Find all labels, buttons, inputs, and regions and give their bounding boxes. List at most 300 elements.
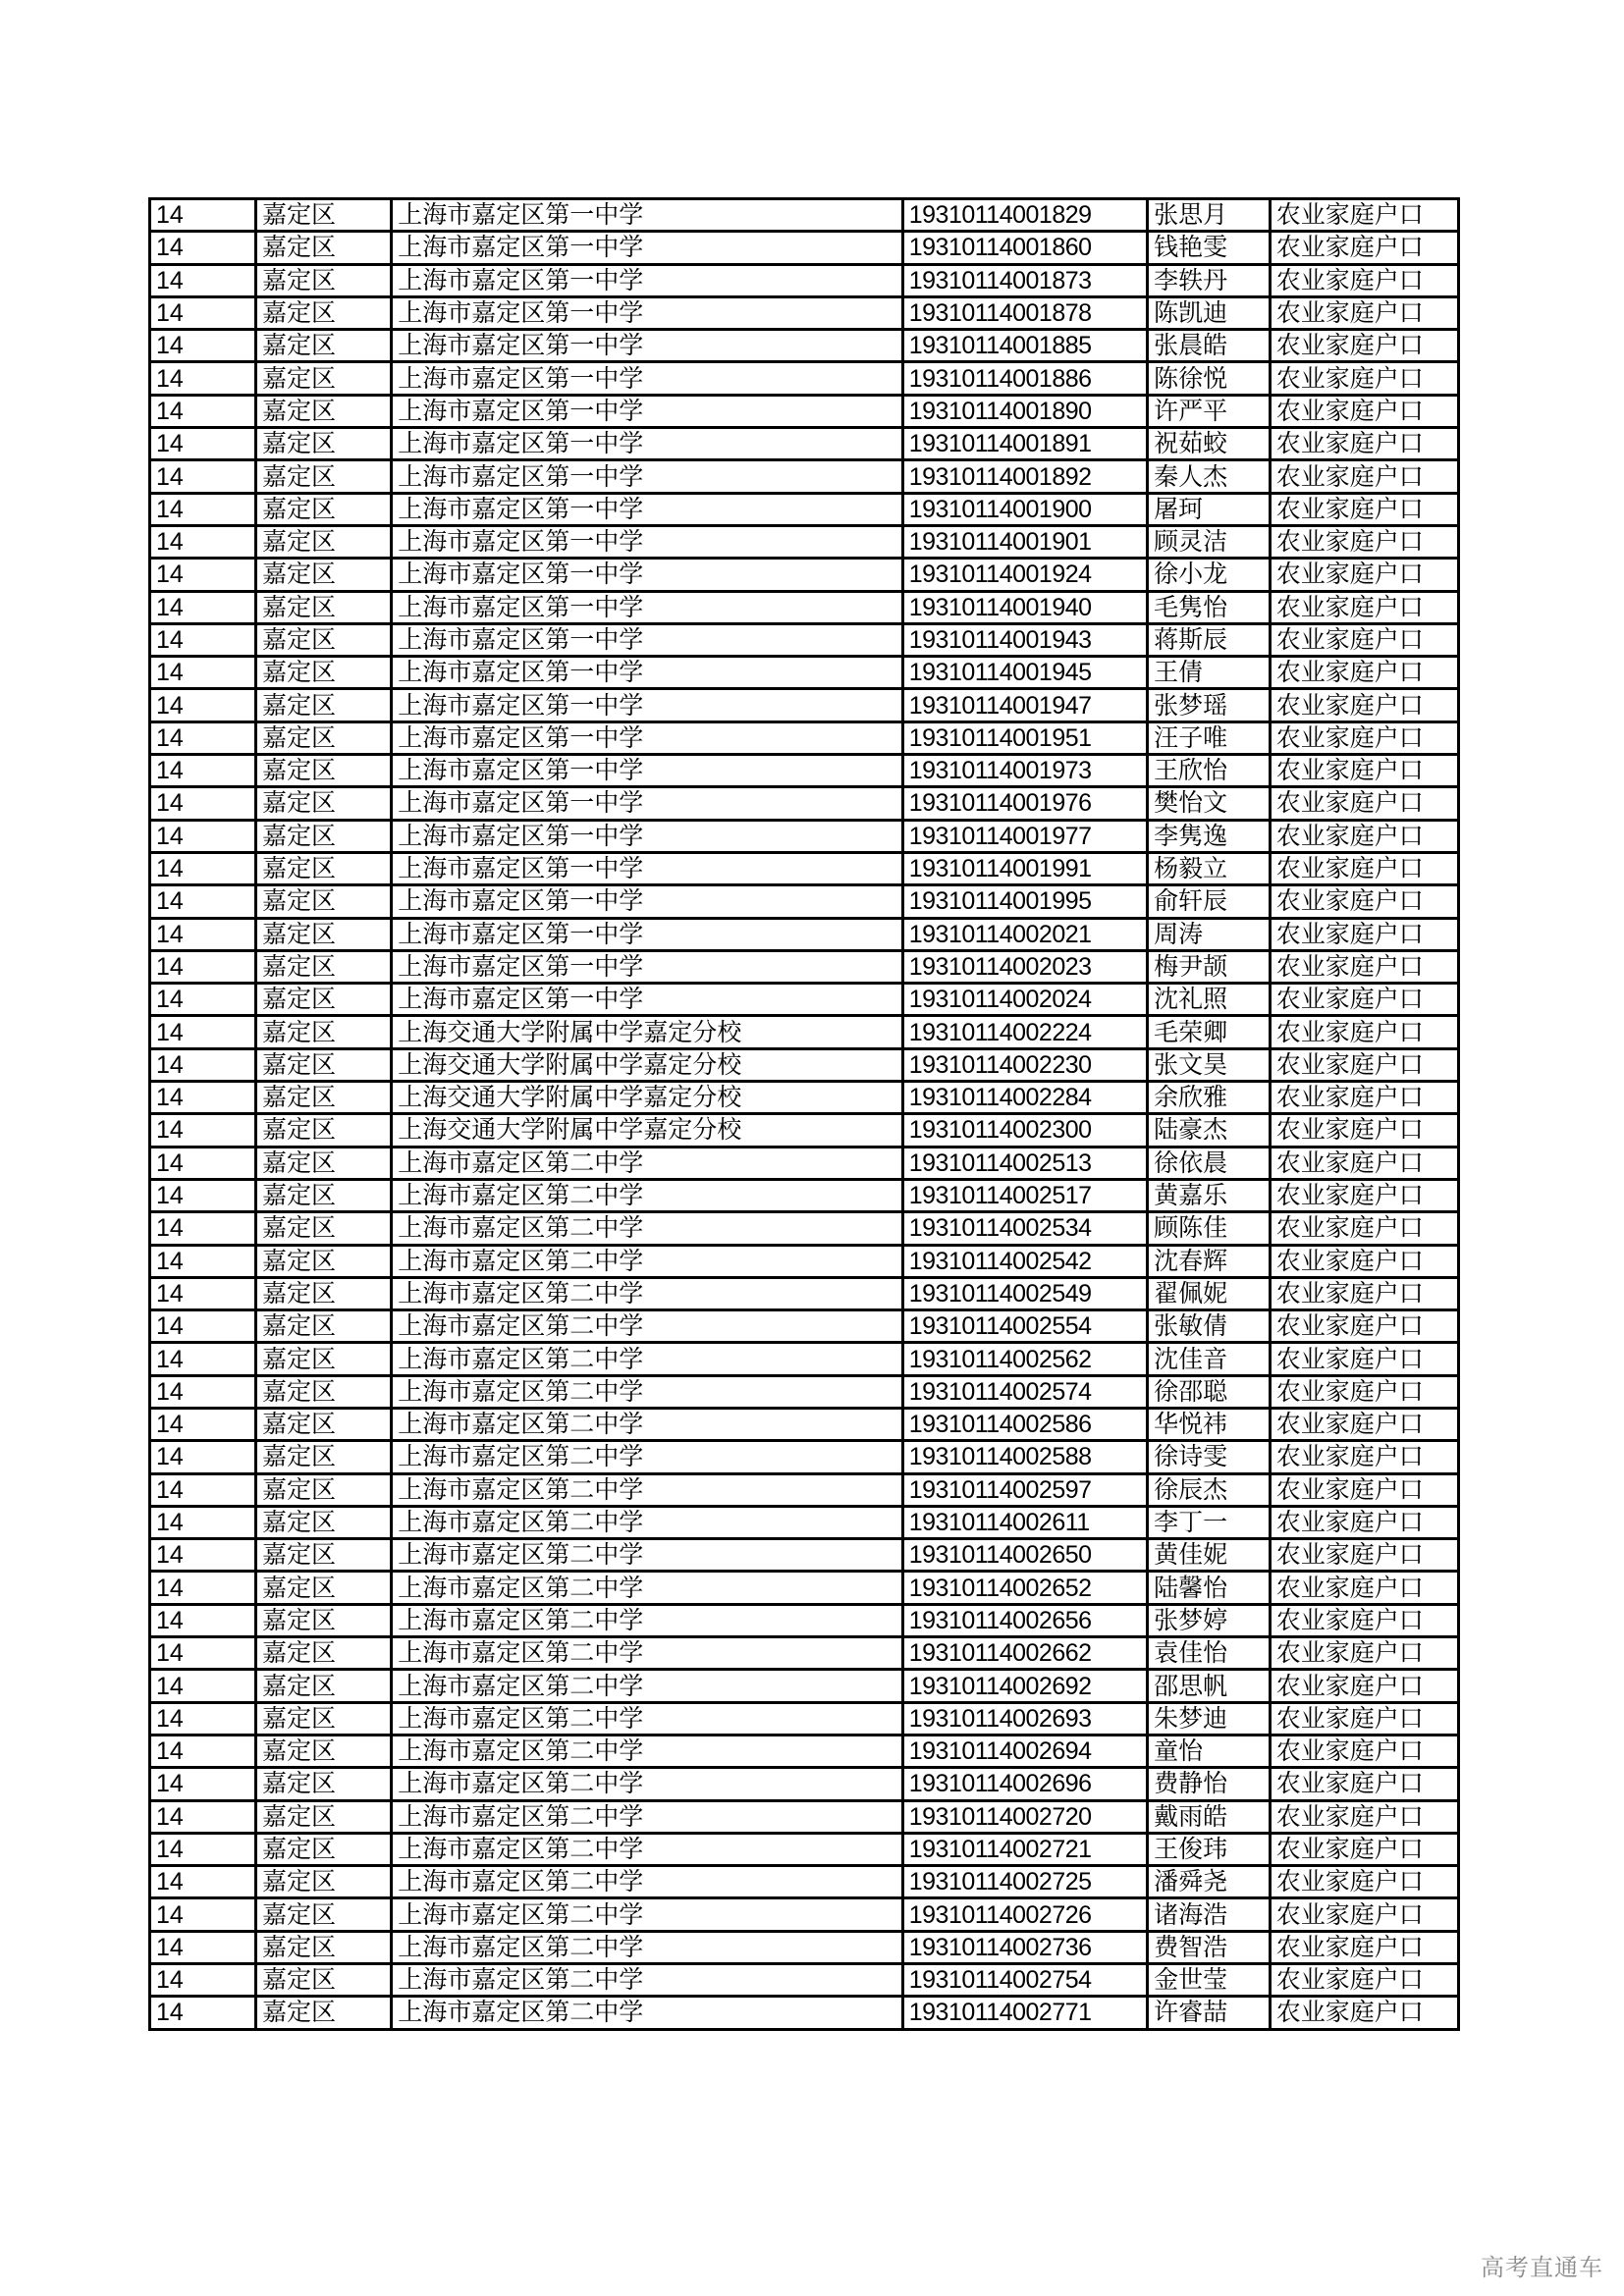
cell-student-name: 张晨皓 bbox=[1148, 330, 1271, 362]
cell-exam-id: 19310114002656 bbox=[902, 1604, 1147, 1636]
cell-exam-id: 19310114002549 bbox=[902, 1277, 1147, 1309]
cell-district: 嘉定区 bbox=[256, 1735, 392, 1767]
cell-exam-id: 19310114002534 bbox=[902, 1212, 1147, 1245]
table-row bbox=[150, 1114, 1459, 1147]
cell-sequence: 14 bbox=[150, 1702, 256, 1735]
table-row bbox=[150, 1866, 1459, 1898]
cell-sequence: 14 bbox=[150, 1768, 256, 1800]
cell-district: 嘉定区 bbox=[256, 1506, 392, 1538]
cell-household-type: 农业家庭户口 bbox=[1270, 1800, 1458, 1833]
cell-household-type: 农业家庭户口 bbox=[1270, 1016, 1458, 1048]
cell-household-type: 农业家庭户口 bbox=[1270, 1572, 1458, 1604]
cell-sequence: 14 bbox=[150, 1212, 256, 1245]
cell-household-type: 农业家庭户口 bbox=[1270, 199, 1458, 232]
cell-household-type: 农业家庭户口 bbox=[1270, 1048, 1458, 1081]
cell-exam-id: 19310114001943 bbox=[902, 623, 1147, 656]
cell-district: 嘉定区 bbox=[256, 559, 392, 591]
cell-household-type: 农业家庭户口 bbox=[1270, 395, 1458, 427]
table-row bbox=[150, 362, 1459, 395]
cell-exam-id: 19310114002736 bbox=[902, 1931, 1147, 1963]
cell-school: 上海市嘉定区第二中学 bbox=[392, 1147, 903, 1179]
cell-district: 嘉定区 bbox=[256, 1408, 392, 1440]
table-row bbox=[150, 264, 1459, 296]
cell-sequence: 14 bbox=[150, 1343, 256, 1375]
cell-district: 嘉定区 bbox=[256, 1277, 392, 1309]
cell-household-type: 农业家庭户口 bbox=[1270, 1768, 1458, 1800]
cell-household-type: 农业家庭户口 bbox=[1270, 330, 1458, 362]
cell-district: 嘉定区 bbox=[256, 1310, 392, 1343]
table-row bbox=[150, 918, 1459, 950]
table-row bbox=[150, 852, 1459, 884]
cell-school: 上海市嘉定区第二中学 bbox=[392, 1670, 903, 1702]
cell-exam-id: 19310114001947 bbox=[902, 689, 1147, 721]
cell-school: 上海市嘉定区第一中学 bbox=[392, 330, 903, 362]
cell-exam-id: 19310114002611 bbox=[902, 1506, 1147, 1538]
cell-student-name: 沈春辉 bbox=[1148, 1245, 1271, 1277]
cell-district: 嘉定区 bbox=[256, 1800, 392, 1833]
cell-school: 上海市嘉定区第一中学 bbox=[392, 559, 903, 591]
cell-sequence: 14 bbox=[150, 1931, 256, 1963]
cell-district: 嘉定区 bbox=[256, 1212, 392, 1245]
table-row bbox=[150, 1082, 1459, 1114]
cell-district: 嘉定区 bbox=[256, 689, 392, 721]
cell-district: 嘉定区 bbox=[256, 1114, 392, 1147]
table-row bbox=[150, 1310, 1459, 1343]
cell-exam-id: 19310114002694 bbox=[902, 1735, 1147, 1767]
table-row bbox=[150, 493, 1459, 525]
cell-household-type: 农业家庭户口 bbox=[1270, 1408, 1458, 1440]
table-row bbox=[150, 1964, 1459, 1997]
table-row bbox=[150, 1833, 1459, 1865]
cell-district: 嘉定区 bbox=[256, 199, 392, 232]
cell-student-name: 毛隽怡 bbox=[1148, 591, 1271, 623]
cell-district: 嘉定区 bbox=[256, 1245, 392, 1277]
cell-district: 嘉定区 bbox=[256, 1016, 392, 1048]
cell-exam-id: 19310114002693 bbox=[902, 1702, 1147, 1735]
cell-student-name: 徐小龙 bbox=[1148, 559, 1271, 591]
cell-school: 上海市嘉定区第二中学 bbox=[392, 1702, 903, 1735]
cell-sequence: 14 bbox=[150, 885, 256, 918]
cell-sequence: 14 bbox=[150, 1310, 256, 1343]
table-row bbox=[150, 1539, 1459, 1572]
cell-district: 嘉定区 bbox=[256, 885, 392, 918]
cell-sequence: 14 bbox=[150, 559, 256, 591]
cell-district: 嘉定区 bbox=[256, 1833, 392, 1865]
cell-district: 嘉定区 bbox=[256, 1572, 392, 1604]
cell-sequence: 14 bbox=[150, 721, 256, 754]
cell-sequence: 14 bbox=[150, 1179, 256, 1211]
cell-household-type: 农业家庭户口 bbox=[1270, 721, 1458, 754]
cell-household-type: 农业家庭户口 bbox=[1270, 1506, 1458, 1538]
table-row bbox=[150, 460, 1459, 493]
cell-household-type: 农业家庭户口 bbox=[1270, 820, 1458, 852]
cell-school: 上海市嘉定区第一中学 bbox=[392, 296, 903, 329]
cell-student-name: 戴雨皓 bbox=[1148, 1800, 1271, 1833]
cell-exam-id: 19310114002721 bbox=[902, 1833, 1147, 1865]
cell-district: 嘉定区 bbox=[256, 1082, 392, 1114]
cell-student-name: 沈佳音 bbox=[1148, 1343, 1271, 1375]
cell-exam-id: 19310114002652 bbox=[902, 1572, 1147, 1604]
cell-school: 上海市嘉定区第二中学 bbox=[392, 1310, 903, 1343]
cell-district: 嘉定区 bbox=[256, 493, 392, 525]
cell-student-name: 张思月 bbox=[1148, 199, 1271, 232]
cell-sequence: 14 bbox=[150, 755, 256, 787]
cell-exam-id: 19310114001924 bbox=[902, 559, 1147, 591]
cell-school: 上海市嘉定区第二中学 bbox=[392, 1866, 903, 1898]
cell-household-type: 农业家庭户口 bbox=[1270, 1637, 1458, 1670]
cell-school: 上海市嘉定区第二中学 bbox=[392, 1539, 903, 1572]
cell-school: 上海市嘉定区第一中学 bbox=[392, 820, 903, 852]
cell-exam-id: 19310114002696 bbox=[902, 1768, 1147, 1800]
cell-sequence: 14 bbox=[150, 1114, 256, 1147]
cell-district: 嘉定区 bbox=[256, 1964, 392, 1997]
cell-student-name: 李隽逸 bbox=[1148, 820, 1271, 852]
cell-household-type: 农业家庭户口 bbox=[1270, 1964, 1458, 1997]
cell-household-type: 农业家庭户口 bbox=[1270, 852, 1458, 884]
cell-household-type: 农业家庭户口 bbox=[1270, 1343, 1458, 1375]
cell-student-name: 张梦婷 bbox=[1148, 1604, 1271, 1636]
cell-school: 上海市嘉定区第一中学 bbox=[392, 918, 903, 950]
cell-sequence: 14 bbox=[150, 428, 256, 460]
cell-student-name: 汪子唯 bbox=[1148, 721, 1271, 754]
cell-district: 嘉定区 bbox=[256, 1604, 392, 1636]
table-row bbox=[150, 1277, 1459, 1309]
cell-school: 上海交通大学附属中学嘉定分校 bbox=[392, 1048, 903, 1081]
table-row bbox=[150, 232, 1459, 264]
table-row bbox=[150, 1735, 1459, 1767]
cell-school: 上海市嘉定区第二中学 bbox=[392, 1964, 903, 1997]
cell-sequence: 14 bbox=[150, 296, 256, 329]
cell-district: 嘉定区 bbox=[256, 657, 392, 689]
cell-exam-id: 19310114002562 bbox=[902, 1343, 1147, 1375]
table-row bbox=[150, 1048, 1459, 1081]
cell-district: 嘉定区 bbox=[256, 1473, 392, 1506]
table-row bbox=[150, 950, 1459, 983]
cell-school: 上海市嘉定区第一中学 bbox=[392, 787, 903, 820]
cell-school: 上海市嘉定区第二中学 bbox=[392, 1212, 903, 1245]
cell-exam-id: 19310114002771 bbox=[902, 1997, 1147, 2029]
cell-exam-id: 19310114001900 bbox=[902, 493, 1147, 525]
cell-district: 嘉定区 bbox=[256, 1375, 392, 1408]
cell-student-name: 诸海浩 bbox=[1148, 1898, 1271, 1931]
cell-sequence: 14 bbox=[150, 918, 256, 950]
cell-student-name: 费静怡 bbox=[1148, 1768, 1271, 1800]
cell-school: 上海市嘉定区第二中学 bbox=[392, 1179, 903, 1211]
cell-school: 上海市嘉定区第二中学 bbox=[392, 1768, 903, 1800]
cell-exam-id: 19310114002024 bbox=[902, 984, 1147, 1016]
table-row bbox=[150, 1931, 1459, 1963]
table-row bbox=[150, 1702, 1459, 1735]
cell-exam-id: 19310114001991 bbox=[902, 852, 1147, 884]
cell-exam-id: 19310114002726 bbox=[902, 1898, 1147, 1931]
cell-district: 嘉定区 bbox=[256, 721, 392, 754]
cell-household-type: 农业家庭户口 bbox=[1270, 1997, 1458, 2029]
cell-sequence: 14 bbox=[150, 1245, 256, 1277]
table-row bbox=[150, 1343, 1459, 1375]
cell-student-name: 张文昊 bbox=[1148, 1048, 1271, 1081]
cell-exam-id: 19310114002021 bbox=[902, 918, 1147, 950]
cell-district: 嘉定区 bbox=[256, 1768, 392, 1800]
cell-sequence: 14 bbox=[150, 1082, 256, 1114]
cell-household-type: 农业家庭户口 bbox=[1270, 950, 1458, 983]
cell-sequence: 14 bbox=[150, 623, 256, 656]
cell-student-name: 毛荣卿 bbox=[1148, 1016, 1271, 1048]
cell-sequence: 14 bbox=[150, 689, 256, 721]
cell-student-name: 沈礼照 bbox=[1148, 984, 1271, 1016]
cell-school: 上海市嘉定区第一中学 bbox=[392, 852, 903, 884]
cell-exam-id: 19310114001891 bbox=[902, 428, 1147, 460]
cell-sequence: 14 bbox=[150, 460, 256, 493]
table-row bbox=[150, 1375, 1459, 1408]
cell-sequence: 14 bbox=[150, 852, 256, 884]
cell-school: 上海市嘉定区第二中学 bbox=[392, 1245, 903, 1277]
watermark-text: 高考直通车 bbox=[1481, 2254, 1603, 2281]
cell-sequence: 14 bbox=[150, 1866, 256, 1898]
table-row bbox=[150, 787, 1459, 820]
cell-student-name: 杨毅立 bbox=[1148, 852, 1271, 884]
cell-school: 上海市嘉定区第二中学 bbox=[392, 1800, 903, 1833]
cell-sequence: 14 bbox=[150, 1637, 256, 1670]
cell-household-type: 农业家庭户口 bbox=[1270, 1147, 1458, 1179]
cell-sequence: 14 bbox=[150, 1670, 256, 1702]
cell-household-type: 农业家庭户口 bbox=[1270, 1082, 1458, 1114]
cell-sequence: 14 bbox=[150, 950, 256, 983]
cell-exam-id: 19310114002230 bbox=[902, 1048, 1147, 1081]
table-row bbox=[150, 1800, 1459, 1833]
cell-exam-id: 19310114001951 bbox=[902, 721, 1147, 754]
cell-school: 上海市嘉定区第一中学 bbox=[392, 885, 903, 918]
cell-student-name: 屠珂 bbox=[1148, 493, 1271, 525]
table-row bbox=[150, 1997, 1459, 2029]
cell-exam-id: 19310114002542 bbox=[902, 1245, 1147, 1277]
table-row bbox=[150, 657, 1459, 689]
cell-household-type: 农业家庭户口 bbox=[1270, 232, 1458, 264]
cell-district: 嘉定区 bbox=[256, 460, 392, 493]
cell-school: 上海市嘉定区第一中学 bbox=[392, 395, 903, 427]
cell-sequence: 14 bbox=[150, 1539, 256, 1572]
cell-exam-id: 19310114001890 bbox=[902, 395, 1147, 427]
cell-district: 嘉定区 bbox=[256, 984, 392, 1016]
table-row bbox=[150, 1179, 1459, 1211]
cell-exam-id: 19310114002588 bbox=[902, 1441, 1147, 1473]
cell-student-name: 张敏倩 bbox=[1148, 1310, 1271, 1343]
cell-household-type: 农业家庭户口 bbox=[1270, 1898, 1458, 1931]
cell-sequence: 14 bbox=[150, 1833, 256, 1865]
cell-exam-id: 19310114002725 bbox=[902, 1866, 1147, 1898]
cell-sequence: 14 bbox=[150, 362, 256, 395]
cell-household-type: 农业家庭户口 bbox=[1270, 525, 1458, 558]
cell-sequence: 14 bbox=[150, 1441, 256, 1473]
table-row bbox=[150, 1572, 1459, 1604]
cell-exam-id: 19310114002754 bbox=[902, 1964, 1147, 1997]
cell-district: 嘉定区 bbox=[256, 755, 392, 787]
cell-student-name: 徐依晨 bbox=[1148, 1147, 1271, 1179]
cell-student-name: 黄嘉乐 bbox=[1148, 1179, 1271, 1211]
cell-school: 上海市嘉定区第一中学 bbox=[392, 199, 903, 232]
cell-school: 上海市嘉定区第二中学 bbox=[392, 1343, 903, 1375]
table-row bbox=[150, 296, 1459, 329]
cell-district: 嘉定区 bbox=[256, 1931, 392, 1963]
cell-exam-id: 19310114002554 bbox=[902, 1310, 1147, 1343]
cell-exam-id: 19310114002300 bbox=[902, 1114, 1147, 1147]
cell-household-type: 农业家庭户口 bbox=[1270, 623, 1458, 656]
cell-school: 上海市嘉定区第一中学 bbox=[392, 591, 903, 623]
cell-sequence: 14 bbox=[150, 1375, 256, 1408]
cell-exam-id: 19310114001886 bbox=[902, 362, 1147, 395]
cell-district: 嘉定区 bbox=[256, 525, 392, 558]
cell-district: 嘉定区 bbox=[256, 1343, 392, 1375]
cell-school: 上海市嘉定区第一中学 bbox=[392, 264, 903, 296]
cell-student-name: 祝茹蛟 bbox=[1148, 428, 1271, 460]
cell-school: 上海市嘉定区第二中学 bbox=[392, 1637, 903, 1670]
cell-student-name: 陈凯迪 bbox=[1148, 296, 1271, 329]
cell-household-type: 农业家庭户口 bbox=[1270, 1245, 1458, 1277]
cell-student-name: 陈徐悦 bbox=[1148, 362, 1271, 395]
cell-student-name: 秦人杰 bbox=[1148, 460, 1271, 493]
cell-exam-id: 19310114001977 bbox=[902, 820, 1147, 852]
cell-student-name: 张梦瑶 bbox=[1148, 689, 1271, 721]
cell-district: 嘉定区 bbox=[256, 362, 392, 395]
cell-household-type: 农业家庭户口 bbox=[1270, 1866, 1458, 1898]
cell-household-type: 农业家庭户口 bbox=[1270, 755, 1458, 787]
table-row bbox=[150, 559, 1459, 591]
cell-student-name: 华悦祎 bbox=[1148, 1408, 1271, 1440]
cell-district: 嘉定区 bbox=[256, 1997, 392, 2029]
cell-exam-id: 19310114001940 bbox=[902, 591, 1147, 623]
cell-student-name: 王俊玮 bbox=[1148, 1833, 1271, 1865]
cell-student-name: 钱艳雯 bbox=[1148, 232, 1271, 264]
cell-sequence: 14 bbox=[150, 1506, 256, 1538]
cell-sequence: 14 bbox=[150, 1997, 256, 2029]
cell-school: 上海市嘉定区第二中学 bbox=[392, 1408, 903, 1440]
cell-household-type: 农业家庭户口 bbox=[1270, 362, 1458, 395]
cell-household-type: 农业家庭户口 bbox=[1270, 918, 1458, 950]
cell-student-name: 徐诗雯 bbox=[1148, 1441, 1271, 1473]
table-row bbox=[150, 1441, 1459, 1473]
cell-household-type: 农业家庭户口 bbox=[1270, 1539, 1458, 1572]
table-row bbox=[150, 984, 1459, 1016]
cell-student-name: 徐辰杰 bbox=[1148, 1473, 1271, 1506]
cell-student-name: 许睿喆 bbox=[1148, 1997, 1271, 2029]
cell-district: 嘉定区 bbox=[256, 591, 392, 623]
cell-exam-id: 19310114002224 bbox=[902, 1016, 1147, 1048]
cell-school: 上海市嘉定区第一中学 bbox=[392, 755, 903, 787]
cell-district: 嘉定区 bbox=[256, 1147, 392, 1179]
cell-sequence: 14 bbox=[150, 264, 256, 296]
cell-student-name: 袁佳怡 bbox=[1148, 1637, 1271, 1670]
cell-school: 上海市嘉定区第一中学 bbox=[392, 689, 903, 721]
cell-student-name: 顾灵洁 bbox=[1148, 525, 1271, 558]
cell-student-name: 顾陈佳 bbox=[1148, 1212, 1271, 1245]
cell-household-type: 农业家庭户口 bbox=[1270, 1114, 1458, 1147]
cell-student-name: 樊怡文 bbox=[1148, 787, 1271, 820]
table-row bbox=[150, 1016, 1459, 1048]
cell-student-name: 朱梦迪 bbox=[1148, 1702, 1271, 1735]
cell-district: 嘉定区 bbox=[256, 1898, 392, 1931]
cell-district: 嘉定区 bbox=[256, 1866, 392, 1898]
cell-household-type: 农业家庭户口 bbox=[1270, 1931, 1458, 1963]
table-row bbox=[150, 199, 1459, 232]
cell-sequence: 14 bbox=[150, 984, 256, 1016]
cell-student-name: 徐邵聪 bbox=[1148, 1375, 1271, 1408]
cell-household-type: 农业家庭户口 bbox=[1270, 689, 1458, 721]
cell-sequence: 14 bbox=[150, 1048, 256, 1081]
cell-student-name: 邵思帆 bbox=[1148, 1670, 1271, 1702]
cell-exam-id: 19310114001901 bbox=[902, 525, 1147, 558]
cell-exam-id: 19310114002597 bbox=[902, 1473, 1147, 1506]
cell-school: 上海市嘉定区第二中学 bbox=[392, 1931, 903, 1963]
cell-student-name: 周涛 bbox=[1148, 918, 1271, 950]
cell-household-type: 农业家庭户口 bbox=[1270, 1375, 1458, 1408]
cell-student-name: 童怡 bbox=[1148, 1735, 1271, 1767]
cell-student-name: 潘舜尧 bbox=[1148, 1866, 1271, 1898]
cell-sequence: 14 bbox=[150, 787, 256, 820]
cell-school: 上海市嘉定区第一中学 bbox=[392, 232, 903, 264]
cell-exam-id: 19310114001976 bbox=[902, 787, 1147, 820]
table-row bbox=[150, 1898, 1459, 1931]
cell-student-name: 蒋斯辰 bbox=[1148, 623, 1271, 656]
cell-school: 上海市嘉定区第二中学 bbox=[392, 1735, 903, 1767]
cell-student-name: 余欣雅 bbox=[1148, 1082, 1271, 1114]
cell-district: 嘉定区 bbox=[256, 330, 392, 362]
table-row bbox=[150, 1670, 1459, 1702]
cell-exam-id: 19310114001945 bbox=[902, 657, 1147, 689]
cell-district: 嘉定区 bbox=[256, 1637, 392, 1670]
table-row bbox=[150, 525, 1459, 558]
cell-household-type: 农业家庭户口 bbox=[1270, 1702, 1458, 1735]
cell-school: 上海市嘉定区第一中学 bbox=[392, 525, 903, 558]
cell-student-name: 费智浩 bbox=[1148, 1931, 1271, 1963]
cell-school: 上海市嘉定区第一中学 bbox=[392, 984, 903, 1016]
cell-school: 上海市嘉定区第二中学 bbox=[392, 1375, 903, 1408]
cell-school: 上海市嘉定区第二中学 bbox=[392, 1473, 903, 1506]
cell-sequence: 14 bbox=[150, 1604, 256, 1636]
cell-sequence: 14 bbox=[150, 199, 256, 232]
table-row bbox=[150, 395, 1459, 427]
cell-student-name: 王欣怡 bbox=[1148, 755, 1271, 787]
cell-school: 上海市嘉定区第二中学 bbox=[392, 1898, 903, 1931]
cell-school: 上海交通大学附属中学嘉定分校 bbox=[392, 1114, 903, 1147]
cell-household-type: 农业家庭户口 bbox=[1270, 428, 1458, 460]
cell-exam-id: 19310114001873 bbox=[902, 264, 1147, 296]
cell-district: 嘉定区 bbox=[256, 1048, 392, 1081]
cell-school: 上海市嘉定区第二中学 bbox=[392, 1506, 903, 1538]
cell-exam-id: 19310114002513 bbox=[902, 1147, 1147, 1179]
cell-sequence: 14 bbox=[150, 525, 256, 558]
table-row bbox=[150, 1604, 1459, 1636]
cell-school: 上海市嘉定区第一中学 bbox=[392, 362, 903, 395]
cell-district: 嘉定区 bbox=[256, 296, 392, 329]
cell-school: 上海市嘉定区第二中学 bbox=[392, 1997, 903, 2029]
cell-exam-id: 19310114002720 bbox=[902, 1800, 1147, 1833]
cell-district: 嘉定区 bbox=[256, 918, 392, 950]
cell-exam-id: 19310114001973 bbox=[902, 755, 1147, 787]
cell-household-type: 农业家庭户口 bbox=[1270, 1310, 1458, 1343]
cell-sequence: 14 bbox=[150, 1800, 256, 1833]
table-row bbox=[150, 591, 1459, 623]
table-row bbox=[150, 885, 1459, 918]
cell-exam-id: 19310114002023 bbox=[902, 950, 1147, 983]
cell-household-type: 农业家庭户口 bbox=[1270, 493, 1458, 525]
cell-district: 嘉定区 bbox=[256, 264, 392, 296]
cell-district: 嘉定区 bbox=[256, 820, 392, 852]
cell-household-type: 农业家庭户口 bbox=[1270, 1441, 1458, 1473]
cell-sequence: 14 bbox=[150, 1016, 256, 1048]
cell-school: 上海市嘉定区第一中学 bbox=[392, 950, 903, 983]
cell-district: 嘉定区 bbox=[256, 1179, 392, 1211]
cell-household-type: 农业家庭户口 bbox=[1270, 460, 1458, 493]
cell-exam-id: 19310114002517 bbox=[902, 1179, 1147, 1211]
